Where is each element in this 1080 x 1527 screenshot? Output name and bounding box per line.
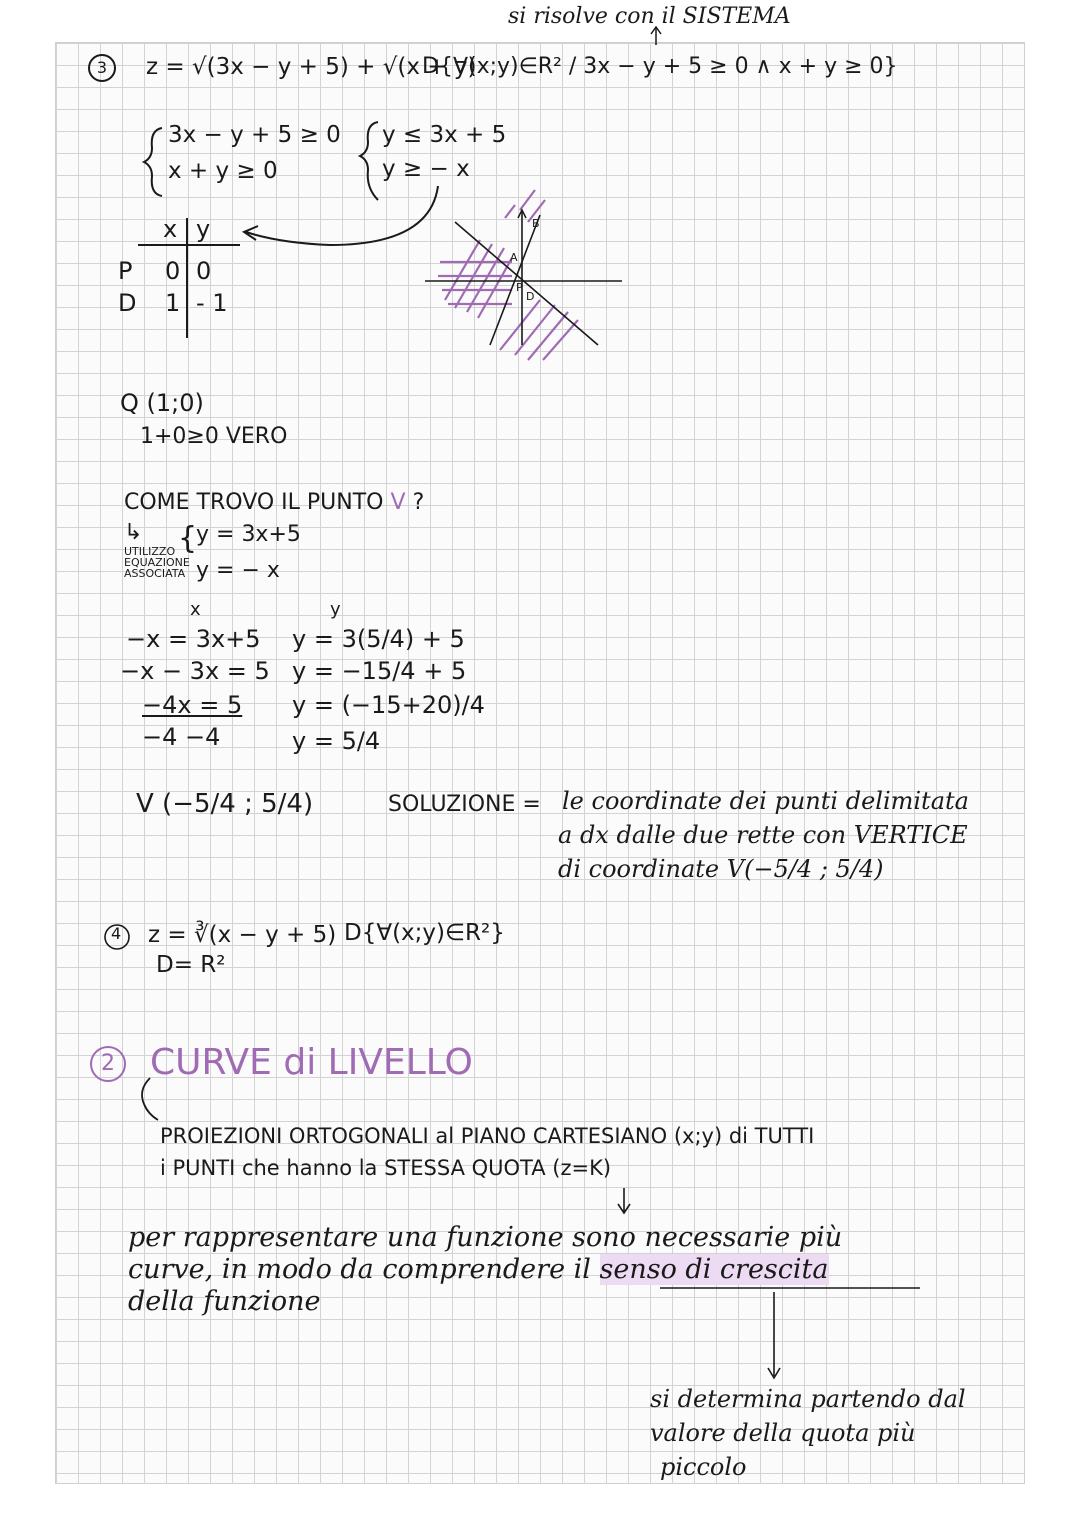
definition-line: i PUNTI che hanno la STESSA QUOTA (z=K) bbox=[160, 1156, 612, 1180]
arrow-glyph: ↳ bbox=[124, 520, 143, 545]
y-step: y = −15/4 + 5 bbox=[292, 657, 467, 685]
table-header-y: y bbox=[196, 215, 211, 243]
exercise-4-function: z = ∛(x − y + 5) bbox=[148, 922, 337, 948]
system-left-eq1: 3x − y + 5 ≥ 0 bbox=[168, 122, 341, 148]
system-right-eq1: y ≤ 3x + 5 bbox=[382, 122, 507, 148]
exercise-3-number: 3 bbox=[88, 52, 116, 82]
top-note: si risolve con il SISTEMA bbox=[508, 4, 791, 29]
q-check: 1+0≥0 VERO bbox=[140, 424, 288, 449]
graph-label-d: D bbox=[526, 290, 535, 303]
exercise-3-function: z = √(3x − y + 5) + √(x + y) bbox=[146, 54, 477, 80]
section-2-number: 2 bbox=[90, 1046, 126, 1082]
q-point: Q (1;0) bbox=[120, 389, 204, 417]
body-line: curve, in modo da comprendere il senso di crescita bbox=[128, 1254, 829, 1285]
table-cell: 0 bbox=[165, 257, 181, 285]
solution-label: SOLUZIONE = bbox=[388, 792, 541, 817]
highlighted-phrase: senso di crescita bbox=[599, 1254, 829, 1285]
graph-label-b: B bbox=[532, 217, 540, 230]
vertex-coordinates: V (−5/4 ; 5/4) bbox=[136, 789, 314, 819]
definition-line: PROIEZIONI ORTOGONALI al PIANO CARTESIANO (x;y) di TUTTI bbox=[160, 1124, 815, 1148]
note-line: si determina partendo dal bbox=[650, 1385, 966, 1413]
use-label-1: UTILIZZO bbox=[124, 545, 176, 558]
x-step: −4 −4 bbox=[142, 723, 221, 751]
table-cell: 0 bbox=[196, 257, 212, 285]
vertex-question: COME TROVO IL PUNTO V ? bbox=[124, 490, 425, 515]
solution-line: le coordinate dei punti delimitata bbox=[562, 787, 969, 815]
graph-label-a: A bbox=[510, 251, 518, 264]
use-label-2: EQUAZIONE bbox=[124, 556, 190, 569]
assoc-eq2: y = − x bbox=[196, 558, 280, 583]
note-line: valore della quota più bbox=[650, 1419, 916, 1447]
exercise-4-result: D= R² bbox=[156, 952, 226, 978]
y-steps-title: y bbox=[330, 599, 341, 620]
graph-label-p: P bbox=[516, 281, 523, 294]
x-steps-title: x bbox=[190, 599, 201, 620]
system-left-eq2: x + y ≥ 0 bbox=[168, 158, 278, 184]
table-cell: 1 bbox=[165, 289, 181, 317]
note-line: piccolo bbox=[660, 1453, 747, 1481]
table-cell: - 1 bbox=[196, 289, 228, 317]
section-2-title: CURVE di LIVELLO bbox=[150, 1042, 473, 1083]
exercise-4-domain: D{∀(x;y)∈R²} bbox=[344, 920, 505, 946]
assoc-brace: { bbox=[178, 521, 198, 556]
y-step: y = 3(5/4) + 5 bbox=[292, 625, 465, 653]
y-step: y = (−15+20)/4 bbox=[292, 691, 485, 719]
exercise-3-domain: D{∀(x;y)∈R² / 3x − y + 5 ≥ 0 ∧ x + y ≥ 0} bbox=[422, 54, 898, 79]
solution-line: di coordinate V(−5/4 ; 5/4) bbox=[558, 855, 884, 883]
body-line: per rappresentare una funzione sono necessarie più bbox=[128, 1222, 843, 1253]
exercise-4-number: 4 bbox=[111, 924, 122, 943]
table-row-label: P bbox=[118, 257, 133, 285]
solution-line: a dx dalle due rette con VERTICE bbox=[558, 821, 968, 849]
table-header-x: x bbox=[163, 215, 178, 243]
assoc-eq1: y = 3x+5 bbox=[196, 522, 301, 547]
y-step: y = 5/4 bbox=[292, 727, 381, 755]
x-step: −x − 3x = 5 bbox=[120, 657, 270, 685]
use-label-3: ASSOCIATA bbox=[124, 567, 186, 580]
body-line: della funzione bbox=[128, 1286, 321, 1317]
system-right-eq2: y ≥ − x bbox=[382, 156, 470, 182]
table-row-label: D bbox=[118, 289, 137, 317]
x-step: −x = 3x+5 bbox=[126, 625, 261, 653]
x-step: −4x = 5 bbox=[142, 691, 243, 719]
